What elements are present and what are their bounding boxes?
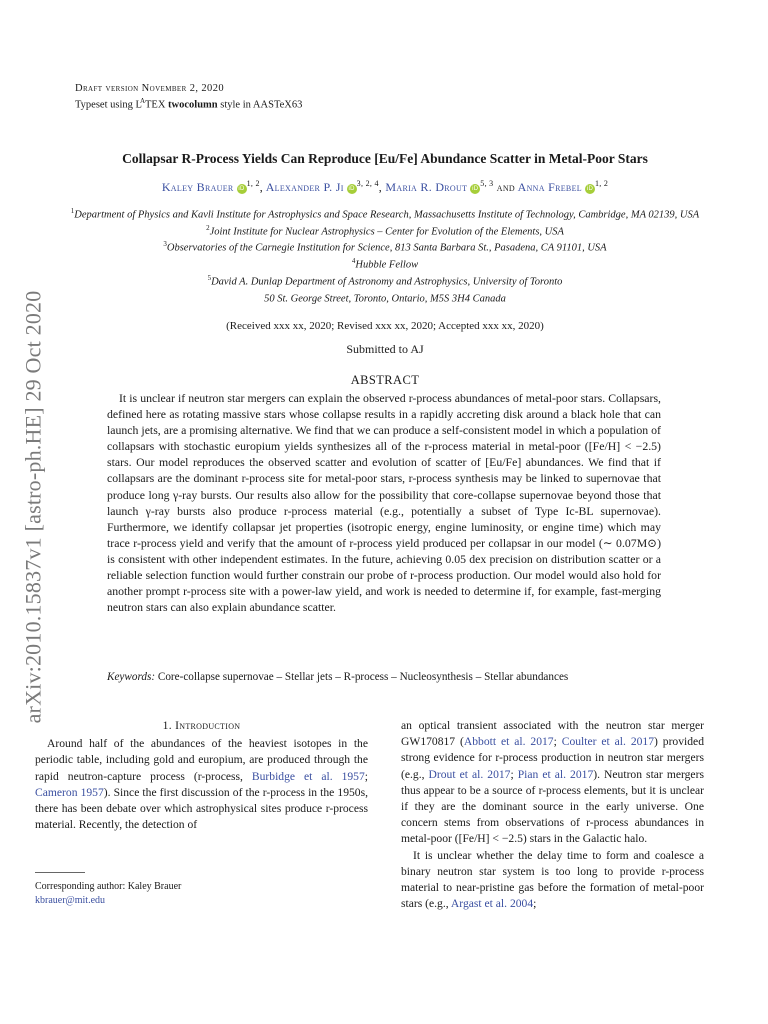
affiliation-sup: 4	[351, 257, 356, 266]
citation-link[interactable]: Coulter et al. 2017	[561, 735, 655, 749]
orcid-icon[interactable]: iD	[348, 186, 355, 192]
citation-link[interactable]: Pian et al. 2017	[517, 767, 594, 781]
text-run: ). Neutron star mergers thus appear to be a source of r-process elements, but it is unclear if they are the dominant source in the early universe. One concern stems from observations of r-process abundances in metal-poor ([Fe/H] < −2.5) stars in the Galactic halo.	[401, 767, 704, 846]
citation-link[interactable]: Burbidge et al. 1957	[251, 769, 365, 783]
author-separator: ,	[259, 180, 266, 194]
email-link[interactable]: kbrauer@mit.edu	[35, 894, 106, 906]
author-name[interactable]: Kaley Brauer	[161, 180, 234, 194]
affiliation-text: David A. Dunlap Department of Astronomy and Astrophysics, University of Toronto	[211, 276, 563, 288]
author-name[interactable]: Anna Frebel	[517, 180, 582, 194]
received-dates: (Received xxx xx, 2020; Revised xxx xx, 2020; Accepted xxx xx, 2020)	[226, 320, 544, 332]
text-run: ;	[510, 767, 518, 781]
affiliation	[60, 222, 710, 239]
text-run: ). Since the first discussion of the r-process in the 1950s, there has been debate over which astrophysical sites produce r-process material. Recently, the detection of	[35, 785, 368, 832]
column-right	[401, 718, 704, 912]
keywords	[107, 671, 667, 683]
affiliation-text: Joint Institute for Nuclear Astrophysics – Center for Evolution of the Elements, USA	[209, 226, 564, 238]
author-separator: ,	[378, 180, 386, 194]
abstract-heading: ABSTRACT	[350, 373, 420, 387]
typeset-bold: twocolumn	[168, 99, 218, 111]
section-title: Introduction	[175, 719, 241, 732]
corresponding-author	[35, 880, 181, 907]
affiliation	[60, 272, 710, 289]
affiliation	[60, 255, 710, 272]
author-affil-sup: 5, 3	[480, 179, 494, 188]
citation-link[interactable]: Cameron 1957	[35, 785, 104, 799]
author-and: and	[493, 180, 518, 194]
citation-link[interactable]: Argast et al. 2004	[450, 897, 534, 911]
affiliations	[60, 205, 710, 305]
draft-header	[75, 82, 302, 112]
orcid-icon[interactable]: iD	[472, 186, 479, 192]
paragraph	[401, 848, 704, 913]
typeset-tex: TEX	[145, 99, 169, 111]
arxiv-id: arXiv:2010.15837v1 [astro-ph.HE] 29 Oct 2020	[20, 290, 45, 724]
keywords-list: Core-collapse supernovae – Stellar jets – R-process – Nucleosynthesis – Stellar abundances	[155, 671, 569, 683]
text-run: ;	[364, 769, 369, 783]
typeset-tex-a: A	[139, 97, 145, 105]
draft-version: Draft version November 2, 2020	[75, 83, 224, 94]
affiliation-text: Hubble Fellow	[355, 259, 419, 271]
abstract-body: It is unclear if neutron star mergers can explain the observed r-process abundances of metal-poor stars. Collapsars, defined here as rotating massive stars whose collapse results in a rapidly accreting disk around a black hole that can launch jets, are a promising alternative. We find that we can produce a self-consistent model in which a population of collapsars with stochastic europium yields synthesizes all of the r-process material in metal-poor ([Fe/H] < −2.5) stars. Our model reproduces the observed scatter and evolution of scatter of [Eu/Fe] abundances. We find that if collapsars are the dominant r-process site for metal-poor stars, r-process synthesis may be linked to supernovae that produce long γ-ray bursts. Our results also allow for the possibility that core-collapse supernovae beyond those that launch γ-ray bursts also produce r-process material (e.g., potentially a subset of Type Ic-BL supernovae). Furthermore, we identify collapsar jet properties (isotropic energy, engine luminosity, or engine time) which may trace r-process yield and verify that the amount of r-process yield produced per collapsar in our model (∼ 0.07M⊙) is consistent with other independent estimates. In the future, achieving 0.05 dex precision on distribution scatter or a reliable selection function would further constrain our probe of r-process production. Our model would also hold for another prompt r-process site with a power-law yield, and work is needed to determine if, for example, fast-merging neutron stars can also explain abundance scatter.	[107, 391, 661, 615]
affiliation-sup: 5	[207, 273, 212, 282]
text-run: It is unclear whether the delay time to form and coalesce a binary neutron star system is too long to provide r-process material to near-pristine gas before the formation of metal-poor stars (e.g.,	[401, 848, 704, 911]
author-affil-sup: 1, 2	[594, 179, 609, 188]
affiliation-sup: 1	[70, 207, 75, 215]
typeset-post: style in AASTeX63	[217, 99, 303, 111]
citation-link[interactable]: Drout et al. 2017	[428, 767, 511, 781]
section-heading	[35, 718, 368, 734]
author-affil-sup: 3, 2, 4	[356, 179, 379, 188]
citation-link[interactable]: Abbott et al. 2017	[463, 735, 554, 749]
affiliation-sup: 3	[163, 240, 167, 249]
footnote-rule	[35, 872, 85, 873]
author-list	[60, 179, 710, 195]
text-run: ) provided strong evidence for r-process production in neutron star mergers (e.g.,	[401, 735, 704, 781]
paper-title: Collapsar R-Process Yields Can Reproduce [Eu/Fe] Abundance Scatter in Metal-Poor Stars	[122, 151, 648, 166]
affiliation-text: Observatories of the Carnegie Institution for Science, 813 Santa Barbara St., Pasadena, CA 91101, USA	[166, 242, 607, 254]
affiliation-sup: 2	[206, 223, 210, 232]
submitted-to: Submitted to AJ	[346, 342, 424, 356]
affiliation	[60, 289, 710, 306]
keywords-label: Keywords:	[107, 671, 156, 683]
author-affil-sup: 1, 2	[246, 179, 260, 188]
text-run: an optical transient associated with the neutron star merger GW170817 (	[401, 719, 704, 749]
arxiv-sidebar-stamp	[6, 252, 60, 762]
text-run: ;	[553, 735, 562, 749]
author-name[interactable]: Maria R. Drout	[385, 180, 468, 194]
affiliation	[60, 205, 710, 222]
text-run: ;	[533, 897, 537, 911]
affiliation-text: Department of Physics and Kavli Institute for Astrophysics and Space Research, Massachusetts Institute of Technology, Cambridge, MA 02139, USA	[74, 209, 700, 221]
affiliation	[60, 238, 710, 255]
orcid-icon[interactable]: iD	[586, 186, 594, 192]
paragraph	[35, 736, 368, 833]
corresponding-label: Corresponding author: Kaley Brauer	[35, 881, 182, 892]
typeset-line	[75, 95, 302, 112]
orcid-icon[interactable]: iD	[238, 186, 245, 192]
affiliation-text: 50 St. George Street, Toronto, Ontario, M5S 3H4 Canada	[264, 293, 506, 305]
column-left	[35, 718, 368, 833]
typeset-pre: Typeset using L	[75, 99, 142, 111]
author-name[interactable]: Alexander P. Ji	[265, 180, 344, 194]
text-run: Around half of the abundances of the heaviest isotopes in the periodic table, including gold and europium, are produced through the rapid neutron-capture process (r-process,	[35, 737, 368, 783]
paragraph	[401, 718, 704, 848]
section-number: 1.	[162, 719, 176, 732]
